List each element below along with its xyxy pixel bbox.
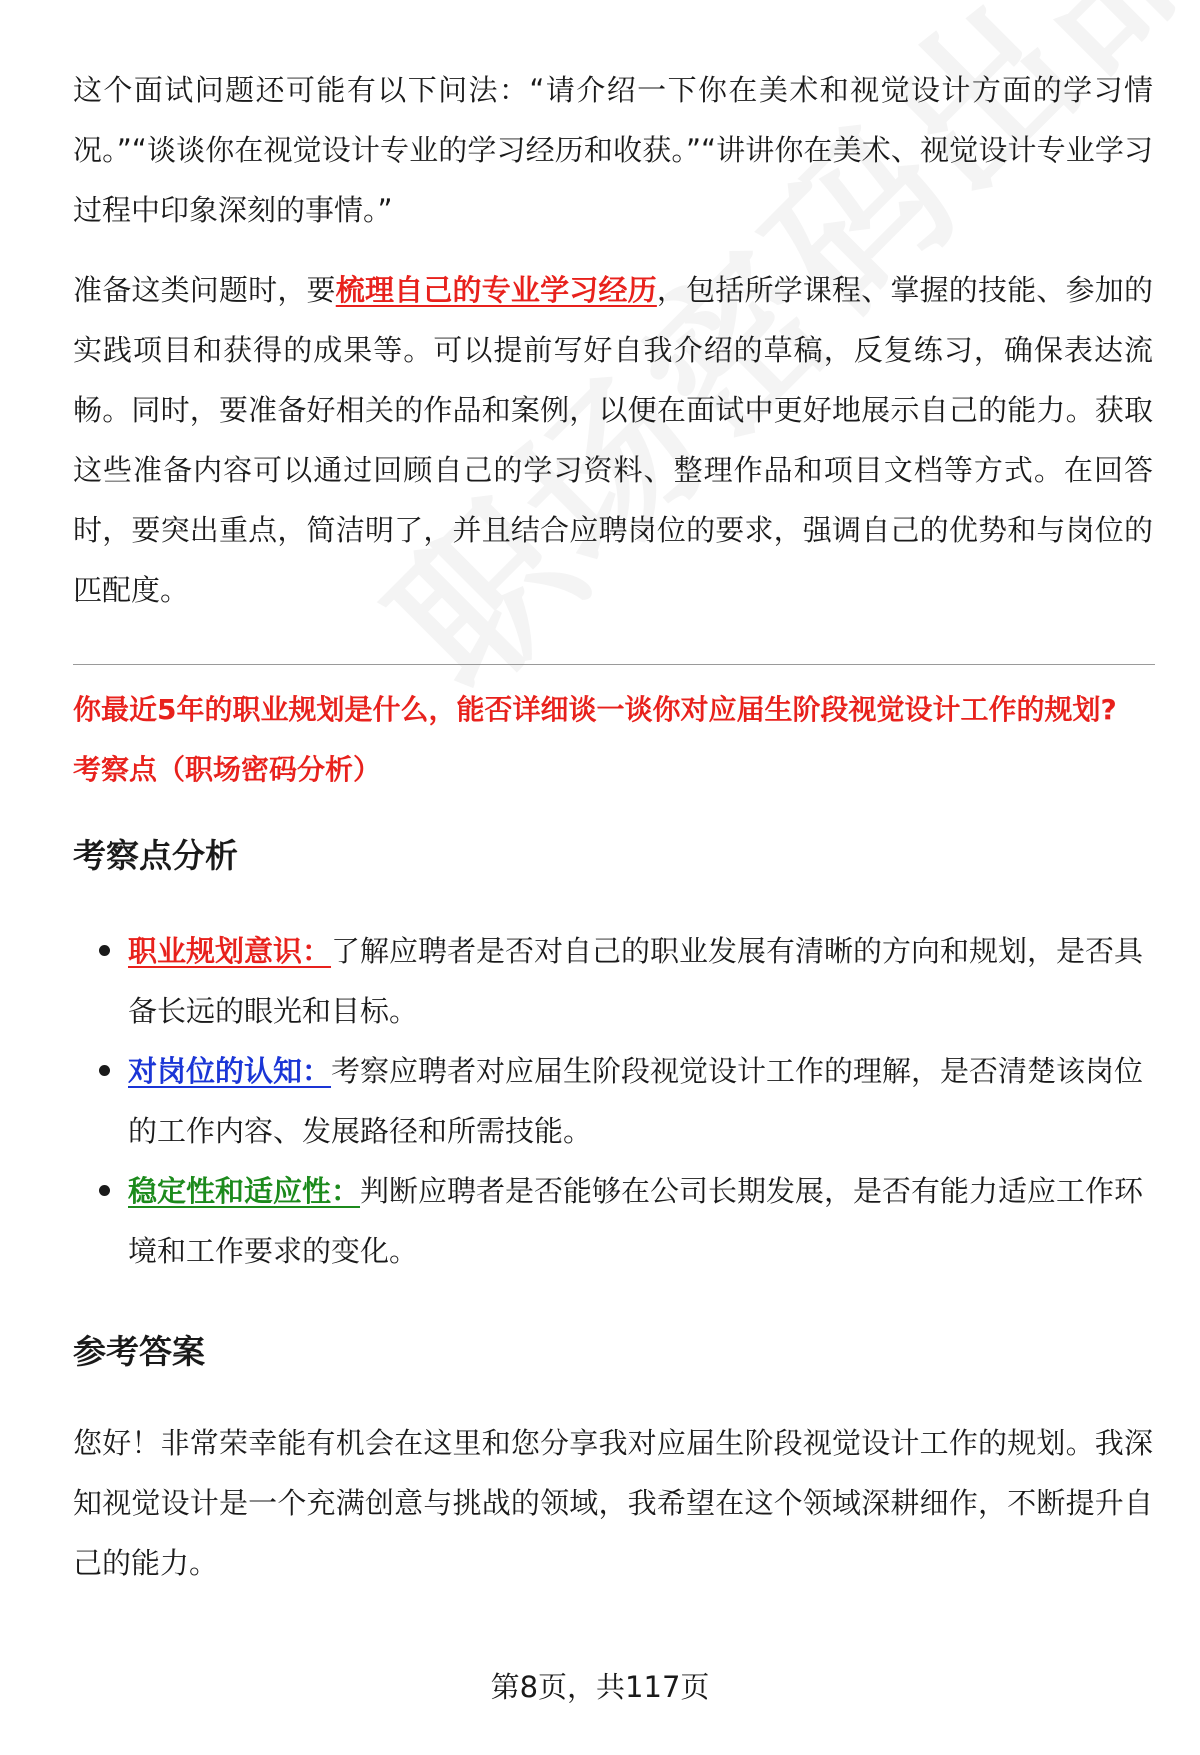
bullet-icon xyxy=(99,1065,110,1076)
analysis-text: 考察应聘者对应届生阶段视觉设计工作的理解，是否清楚该岗位的工作内容、发展路径和所需技能。 xyxy=(128,1054,1144,1148)
analysis-item-role-understanding xyxy=(73,1041,1153,1161)
analysis-text: 判断应聘者是否能够在公司长期发展，是否有能力适应工作环境和工作要求的变化。 xyxy=(128,1174,1144,1268)
intro-paragraph-alternatives: 这个面试问题还可能有以下问法：“请介绍一下你在美术和视觉设计方面的学习情况。”“谈谈你在视觉设计专业的学习经历和收获。”“讲讲你在美术、视觉设计专业学习过程中印象深刻的事情。” xyxy=(73,73,1153,227)
analysis-item-career-planning xyxy=(73,921,1153,1041)
section-divider xyxy=(73,664,1155,665)
page-number: 第8页，共117页 xyxy=(490,1670,710,1704)
bullet-icon xyxy=(99,1185,110,1196)
analysis-term: 职业规划意识： xyxy=(128,934,332,968)
analysis-heading: 考察点分析 xyxy=(73,836,238,875)
analysis-list xyxy=(73,921,1153,1281)
analysis-text: 了解应聘者是否对自己的职业发展有清晰的方向和规划，是否具备长远的眼光和目标。 xyxy=(128,934,1144,1028)
answer-paragraph: 您好！非常荣幸能有机会在这里和您分享我对应届生阶段视觉设计工作的规划。我深知视觉设计是一个充满创意与挑战的领域，我希望在这个领域深耕细作，不断提升自己的能力。 xyxy=(73,1426,1153,1580)
preparation-text-after: ，包括所学课程、掌握的技能、参加的实践项目和获得的成果等。可以提前写好自我介绍的草稿，反复练习，确保表达流畅。同时，要准备好相关的作品和案例，以便在面试中更好地展示自己的能力。获取这些准备内容可以通过回顾自己的学习资料、整理作品和项目文档等方式。在回答时，要突出重点，简洁明了，并且结合应聘岗位的要求，强调自己的优势和与岗位的匹配度。 xyxy=(73,273,1153,607)
analysis-term: 稳定性和适应性： xyxy=(128,1174,361,1208)
analysis-term: 对岗位的认知： xyxy=(128,1054,332,1088)
preparation-highlight: 梳理自己的专业学习经历 xyxy=(335,273,657,307)
question-title: 你最近5年的职业规划是什么，能否详细谈一谈你对应届生阶段视觉设计工作的规划? xyxy=(73,693,1117,726)
bullet-icon xyxy=(99,945,110,956)
preparation-text-before: 准备这类问题时，要 xyxy=(73,273,336,307)
question-subtitle: 考察点（职场密码分析） xyxy=(73,753,382,786)
intro-paragraph-preparation xyxy=(73,260,1153,620)
analysis-item-stability xyxy=(73,1161,1153,1281)
answer-heading: 参考答案 xyxy=(73,1332,205,1371)
page-content xyxy=(73,60,1153,1593)
